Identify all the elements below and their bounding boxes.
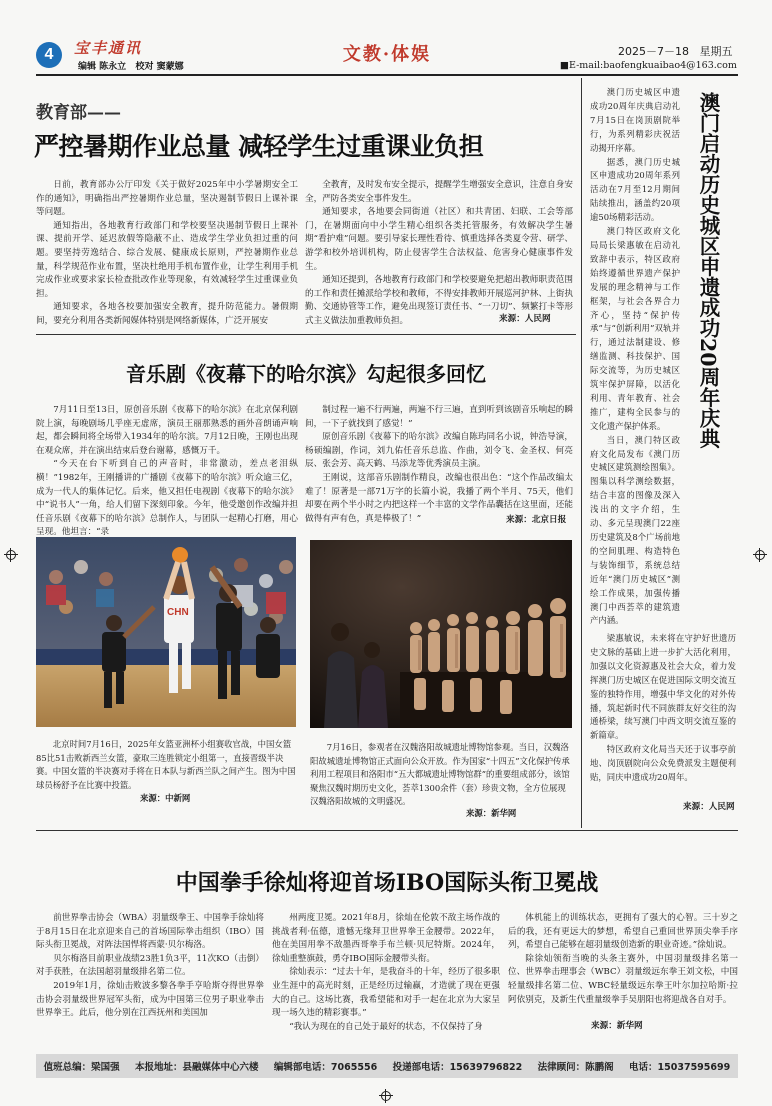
lead-col-1: [36, 179, 298, 324]
weekday-text: 星期五: [699, 45, 733, 58]
footer-address: 本报地址：县融媒体中心六楼: [135, 1062, 259, 1073]
issue-date: [618, 43, 733, 59]
opera-paragraph: “今天在台下听到自己的声音时，非常激动，差点老泪纵横！”1982年，王刚播讲的广播剧《夜幕下的哈尔滨》听众逾三亿，成为一代人的集体记忆。后来，他又担任电视剧《夜幕下的哈尔滨》中“说书人”一角，给人们留下深刻印象。今年，他受邀创作改编并担任音乐剧《夜幕下的哈尔滨》总制作人，与团队一起精心打磨，用心呈现。他坦言：“录: [36, 459, 298, 538]
boxing-paragraph: 贝尔梅洛目前职业战绩23胜1负3平，11次KO（击倒）对手获胜，在法国超羽量级排名第二位。: [36, 953, 264, 978]
macao-column-bottom: [590, 632, 736, 808]
lead-paragraph: 日前，教育部办公厅印发《关于做好2025年中小学暑期安全工作的通知》，明确指出严控暑期作业总量，坚决遏制节假日上课补课等问题。: [36, 180, 298, 218]
lead-col-2: [305, 179, 573, 324]
masthead: [0, 0, 772, 80]
boxing-paragraph: 徐灿表示：“过去十年，是我奋斗的十年，经历了很多职业生涯中的高光时刻，正是经历过输赢，才造就了现在更强大的自己。这场比赛，我希望能和对手一起在北京为大家呈现一场久违的精彩赛事。”: [272, 967, 500, 1019]
macao-source: 来源：人民网: [680, 801, 735, 815]
footer-legal-advisor: 法律顾问：陈鹏阁: [537, 1062, 614, 1073]
boxing-col-2: [272, 912, 500, 1034]
paper-name: 宝丰通讯: [74, 39, 143, 57]
lead-source: 来源：人民网: [496, 313, 551, 327]
macao-paragraph: 澳门历史城区申遗成功20周年庆典启动礼7月15日在岗顶剧院举行，为系列精彩庆祝活动揭开序幕。: [590, 87, 680, 153]
footer-phone: 电话：15037595699: [629, 1062, 731, 1073]
museum-photo: [310, 540, 572, 728]
lead-paragraph: 通知要求，各地要会同街道（社区）和共青团、妇联、工会等部门，在暑期面向中小学生精心组织各类托管服务，有效解决学生暑期“看护难”问题。要引导家长理性看待、慎重选择各类夏令营、研学、游学和校外培训机构，防止侵害学生合法权益、危害身心健康事件发生。: [305, 207, 573, 272]
footer-editorial-phone: 编辑部电话：7065556: [273, 1062, 378, 1073]
footer-delivery-phone: 投递部电话：15639796822: [392, 1062, 523, 1073]
boxing-paragraph: 体机能上的训练状态，更拥有了强大的心智。三十岁之后的我，还有更远大的梦想，希望自己重回世界顶尖拳手序列，希望自己能够在超羽量级创造新的职业奇迹。”徐灿说。: [508, 913, 738, 951]
macao-paragraph: 梁惠敏说，未来将在守护好世遗历史文脉的基础上进一步扩大活化利用，加强以文化资源惠及社会大众，着力发挥澳门历史城区在促进国际文明交流互鉴的独特作用，增强中华文化的对外传播，筑起新时代不同族群友好交往的沟通桥梁，续写澳门中西文明交流互鉴的新篇章。: [590, 633, 736, 741]
macao-paragraph: 澳门特区政府文化局局长梁惠敏在启动礼致辞中表示，特区政府始终遵循世界遗产保护发展的理念精神与工作框架，与社会各界合力齐心，坚持“保护传承”与“创新利用”双轨并行，通过法制建设、修缮监测、科技保护、国际交流等，为历史城区筑牢保护屏障，以活化利用、青年教育、社会推广，建构全民参与的文化遗产保护体系。: [590, 226, 680, 431]
boxing-paragraph: 州两度卫冕。2021年8月，徐灿在伦敦不敌主场作战的挑战者利·伍德，遗憾无缘拜卫世界拳王金腰带。2022年，他在美国用拳不敌墨西哥拳手布兰顿·贝尼特斯。2024年，徐灿重整旗鼓，勇夺IBO国际金腰带头衔。: [272, 913, 500, 964]
opera-col-2: [305, 404, 573, 527]
macao-headline: 澳门启动历史城区申遗成功20周年庆典: [696, 92, 720, 449]
crop-mark-right: [753, 548, 767, 562]
opera-col-1: [36, 404, 298, 538]
opera-paragraph: 王刚说，这部音乐剧制作精良，改编也很出色：“这个作品改编太难了！原著是一部71万字的长篇小说，我播了两个半月、75天，他们却要在两个半小时之内把这样一个丰富的文学作品囊括在这里面，还能做得有声有色，真是棒极了！”: [305, 472, 573, 524]
column-divider: [581, 78, 582, 828]
email-line: ■E-mail:baofengkuaibao4@163.com: [560, 60, 737, 71]
macao-paragraph: 特区政府文化局当天还于议事亭前地、岗顶剧院向公众免费派发主题便利贴，同庆申遗成功20周年。: [590, 744, 736, 783]
section-title: 文教·体娱: [342, 44, 432, 65]
crop-mark-bottom: [379, 1089, 393, 1103]
editor-name: 编辑 陈永立: [78, 62, 127, 72]
lead-paragraph: 通知还提到，各地教育行政部门和学校要避免把超出教师职责范围的工作和责任摊派给学校和教师，不得安排教师开展巡河护林、上街执勤、交通协管等工作，避免出现签订责任书、“一刀切”、频繁打卡等形式主义做法加重教师负担。: [305, 275, 573, 326]
opera-paragraph: 7月11日至13日，原创音乐剧《夜幕下的哈尔滨》在北京保利剧院上演，每晚剧场几乎座无虚席，演员王丽那熟悉的画外音朗诵声响起，都会瞬间将全场带入1934年的哈尔滨。7月12日晚，王刚也出现在观众席，并在演出结束后登台谢幕，感慨万千。: [36, 405, 298, 456]
editor-credit: [78, 59, 184, 72]
boxing-col-3: [508, 912, 738, 1034]
caption-text: 7月16日，参观者在汉魏洛阳故城遗址博物馆参观。当日，汉魏洛阳故城遗址博物馆正式面向公众开放。作为国家“十四五”文化保护传承利用工程项目和洛阳市“五大都城遗址博物馆群”的重要组成部分，该馆聚焦汉魏时期历史文化，荟萃1300余件（套）珍贵文物，全方位展现汉魏洛阳故城的文明盛况。: [310, 742, 570, 806]
boxing-paragraph: 前世界拳击协会（WBA）羽量级拳王、中国拳手徐灿将于8月15日在北京迎来自己的首场国际拳击组织（IBO）国际头衔卫冕战，对阵法国悍将西蒙·贝尔梅洛。: [36, 913, 264, 951]
opera-paragraph: 原创音乐剧《夜幕下的哈尔滨》改编自陈玙同名小说，钟浩导演，杨硕编剧，作词，刘九佑任音乐总监、作曲，刘令飞、金圣权、何亮辰、张会芳、高天鹤、马添龙等优秀演员主演。: [305, 432, 573, 470]
macao-paragraph: 当日，澳门特区政府文化局发布《澳门历史城区建筑测绘图集》。图集以科学测绘数据，结合丰富的图像及深入浅出的文字介绍，生动、多元呈现澳门22座历史建筑及8个广场前地的空间肌理、构造特色与装饰细节，系统总结近年“澳门历史城区”测绘工作成果，加强传播澳门中西荟萃的建筑遗产内涵。: [590, 434, 680, 626]
footer-bar: [36, 1054, 738, 1078]
page-number-badge: [36, 42, 62, 68]
boxing-paragraph: 除徐灿领衔当晚的头条主赛外，中国羽量级排名第一位、世界拳击理事会（WBC）羽量级远东拳王刘文松，中国轻量级排名第二位、WBC轻量级远东拳王叶尔加拉哈斯·拉阿依别克，及新生代重量级拳手吴朋阳也将迎战各自对手。: [508, 953, 738, 1005]
footer-chief-editor: 值班总编：梁国强: [43, 1062, 120, 1073]
boxing-source: 来源：新华网: [588, 1020, 643, 1034]
basketball-photo-svg: [36, 537, 296, 727]
proofreader-name: 校对 窦蒙娜: [135, 62, 184, 72]
lead-headline: 严控暑期作业总量 减轻学生过重课业负担: [34, 132, 484, 161]
lead-paragraph: 通知要求，各地各校要加强安全教育，提升防范能力。暑假期间，要充分利用各类新闻媒体特别是网络新媒体，广泛开展安: [36, 302, 298, 326]
boxing-paragraph: “我认为现在的自己处于最好的状态，不仅保持了身: [289, 1021, 483, 1032]
boxing-col-1: [36, 912, 264, 1034]
boxing-paragraph: 2019年1月，徐灿击败波多黎各拳手亨哈斯夺得世界拳击协会羽量级世界冠军头衔，成为中国第三位男子职业拳击世界拳王。此后，他分别在江西抚州和美国加: [36, 980, 264, 1019]
museum-photo-svg: [310, 540, 572, 728]
caption-text: 北京时间7月16日，2025年女篮亚洲杯小组赛收官战，中国女篮85比51击败新西兰女篮，豪取三连胜锁定小组第一，直接晋级半决赛。中国女篮的半决赛对手将在日本队与新西兰队之间产生。图为中国球员杨舒予在比赛中投篮。: [36, 739, 296, 790]
divider: [36, 334, 576, 335]
basketball-photo: [36, 537, 296, 727]
museum-source: 来源：新华网: [463, 807, 516, 821]
lead-paragraph: 通知指出，各地教育行政部门和学校要坚决遏制节假日上课补课、提前开学、延迟放假等隐蔽不止、造成学生学业负担过重的问题。要坚持劳逸结合、综合发展、健康成长原则，严控暑期作业总量，科学规范作业布置，坚决杜绝用手机布置作业，让学生利用手机完成作业或要求家长检查批改作业等现象，有效减轻学生过重课业负担。: [36, 220, 298, 299]
lead-kicker: 教育部——: [36, 103, 121, 123]
opera-paragraph: 制过程一遍不行两遍，两遍不行三遍，直到听到该剧音乐响起的瞬间，一下子就找到了感觉！”: [305, 405, 573, 429]
museum-caption: [310, 741, 572, 809]
date-text: 2025－7－18: [618, 45, 689, 58]
lead-paragraph: 全教育，及时发布安全提示，提醒学生增强安全意识，注意自身安全，严防各类安全事件发生。: [305, 180, 573, 204]
header-rule: [36, 74, 738, 76]
opera-source: 来源：北京日报: [503, 514, 566, 528]
opera-headline: 音乐剧《夜幕下的哈尔滨》勾起很多回忆: [126, 362, 486, 386]
basketball-source: 来源：中新网: [137, 792, 190, 806]
crop-mark-left: [4, 548, 18, 562]
macao-paragraph: 据悉，澳门历史城区申遗成功20周年系列活动在7月至12月期间陆续推出，涵盖约20项逾50场精彩活动。: [590, 156, 680, 223]
jersey-text: CHN: [167, 607, 189, 618]
page-number: 4: [44, 46, 54, 63]
divider: [36, 830, 738, 831]
boxing-headline: 中国拳手徐灿将迎首场IBO国际头衔卫冕战: [175, 870, 599, 896]
